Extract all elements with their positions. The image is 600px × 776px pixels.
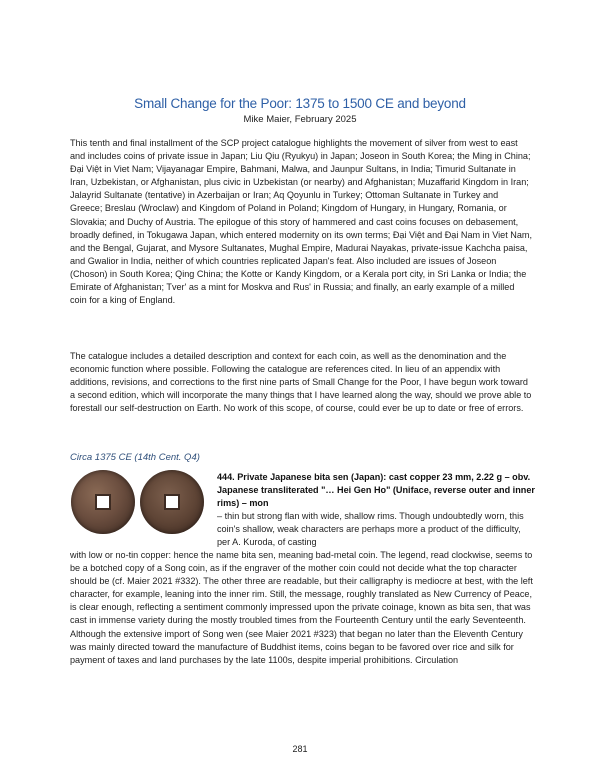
section-heading: Circa 1375 CE (14th Cent. Q4): [70, 452, 200, 463]
coin-reverse-image: [140, 470, 204, 534]
page-number: 281: [292, 744, 308, 754]
coin-square-hole: [164, 494, 180, 510]
coin-obverse-image: [71, 470, 135, 534]
page-title: Small Change for the Poor: 1375 to 1500 CE and beyond: [134, 96, 466, 111]
author-line: Mike Maier, February 2025: [243, 114, 357, 125]
entry-body: with low or no-tin copper: hence the name bita sen, meaning bad-metal coin. The legend, read clockwise, seems to be a botched copy of a Song coin, as if the engraver of the mother coin could not decide what the top character should be (cf. Maier 2021 #332). The other three are readable, but their calligraphy is mediocre at best, with the left character, for example, leaning into the inner rim. Still, the message, roughly translated as New Currency of Peace, is clear enough, reflecting a sentiment commonly impressed upon the private coinage, known as bita sen, that was cast in immense variety during the mostly troubled times from the Fourteenth Century until the early Seventeenth. Although the extensive import of Song wen (see Maier 2021 #323) that began no later than the Eleventh Century was mainly directed toward the manufacture of Buddhist items, coins began to be favored over rice and silk for payment of taxes and land purchases by the late 1100s, despite imperial prohibitions. Circulation: [70, 550, 533, 665]
catalogue-paragraph: The catalogue includes a detailed description and context for each coin, as well as the denomination and the economic function where possible. Following the catalogue are references cited. In lieu of an appendix with additions, revisions, and corrections to the first nine parts of Small Change for the Poor, I have begun work toward a second edition, which will incorporate the many things that I have learned along the way, should we prove able to forestall our self-destruction on Earth. No work of this scope, of course, could ever be up to date or free of errors.: [70, 351, 532, 414]
intro-paragraph: This tenth and final installment of the SCP project catalogue highlights the movement of silver from west to east and includes coins of private issue in Japan; Liu Qiu (Ryukyu) in Japan; Joseon in South Korea; the Ming in China; Đại Việt in Viet Nam; Vijayanagar Empire, Bahmani, Malwa, and Jaunpur Sultans, in India; Timurid Sultanate in Iran, Uzbekistan, or Afghanistan, plus civic in Uzbekistan (or nearby) and Afghanistan; Muzaffarid Kingdom in Iran; Jalayrid Sultanate (tentative) in Azerbaijan or Iran; Aq Qoyunlu in Turkey; Ottoman Sultanate in Turkey and Greece; Breslau (Wroclaw) and Kingdom of Poland in Poland; Kingdom of Hungary, in Hungary, Romania, or Slovakia; and Duchy of Austria. The epilogue of this story of hammered and cast coins focuses on debasement, broadly defined, in Tokugawa Japan, which entered modernity on its own terms; Đại Việt and Đại Nam in Viet Nam, and the Bengal, Gujarat, and Mysore Sultanates, Mughal Empire, Madurai Nayakas, private-issue Kachcha paisa, and Gwalior in India, neither of which countries replicated Japan's feat. Also included are issues of Joseon (Choson) in South Korea; Qing China; the Kotte or Kandy Kingdom, or a Kerala port city, in Sri Lanka or India; the Emirate of Afghanistan; Tver' as a mint for Moskva and Rus' in Russia; and finally, an early example of a milled coin for a king of England.: [70, 138, 533, 306]
entry-heading: 444. Private Japanese bita sen (Japan): cast copper 23 mm, 2.22 g – obv. Japanese transliterated "… Hei Gen Ho" (Uniface, reverse outer and inner rims) – mon: [217, 472, 535, 509]
coin-square-hole: [95, 494, 111, 510]
entry-body-beside-image: – thin but strong flan with wide, shallow rims. Though undoubtedly worn, this coin's shallow, weak characters are perhaps more a product of the difficulty, per A. Kuroda, of casting: [217, 511, 524, 548]
